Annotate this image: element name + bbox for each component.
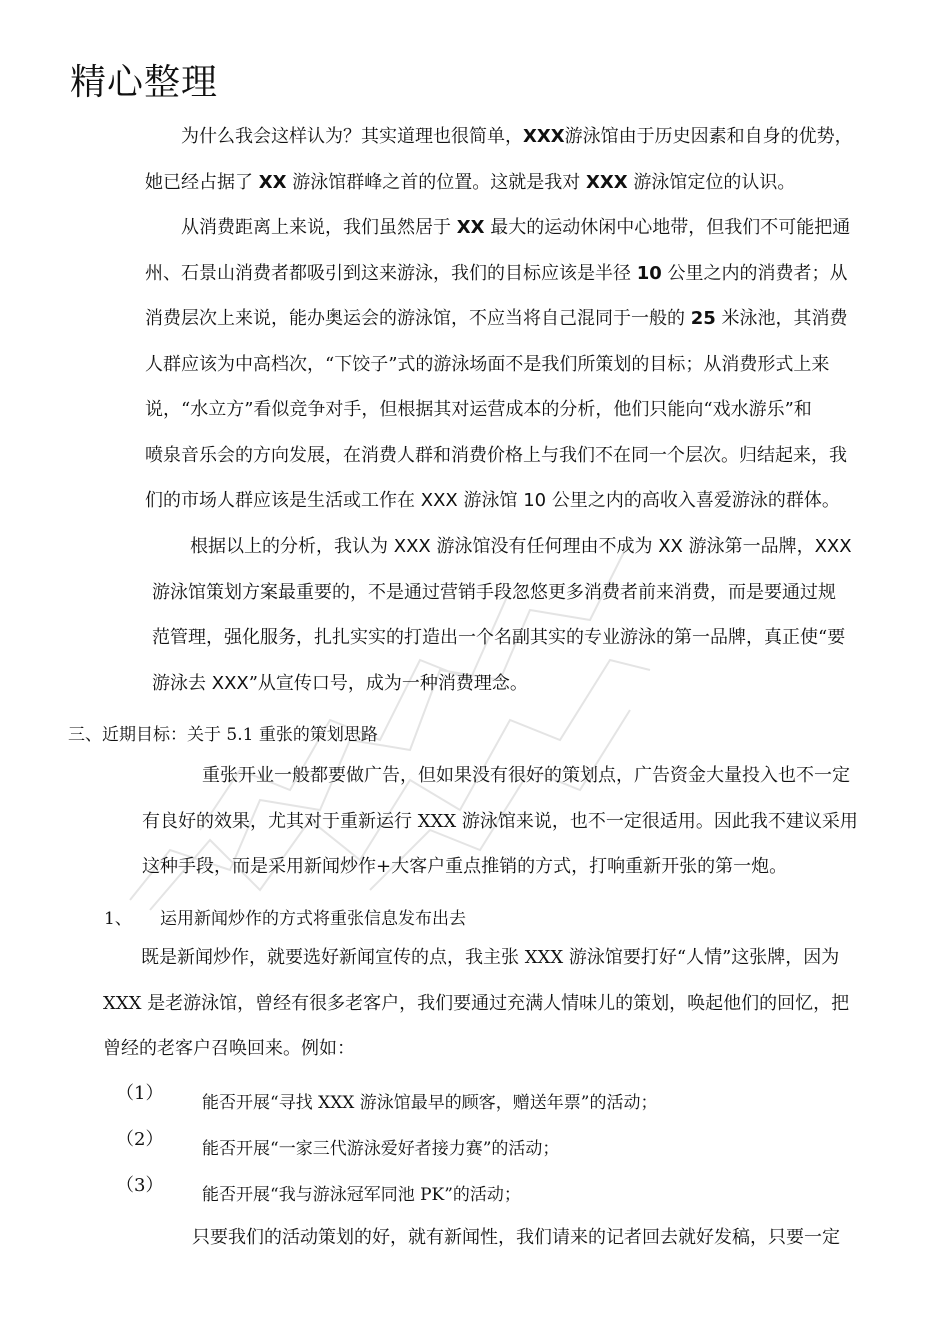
sub-item-number: （3） [116, 1175, 164, 1196]
text-line: XXX 是老游泳馆，曾经有很多老客户，我们要通过充满人情味儿的策划，唤起他们的回忆，把 [103, 992, 850, 1014]
text-line: 从消费距离上来说，我们虽然居于 XX 最大的运动休闲中心地带，但我们不可能把通 [181, 217, 851, 238]
sub-item-text: 能否开展“我与游泳冠军同池 PK”的活动； [202, 1185, 521, 1205]
text-line: 消费层次上来说，能办奥运会的游泳馆，不应当将自己混同于一般的 25 米泳池，其消费 [145, 308, 848, 329]
text-line: 说，“水立方”看似竞争对手，但根据其对运营成本的分析，他们只能向“戏水游乐”和 [145, 399, 812, 420]
list-item-heading: 运用新闻炒作的方式将重张信息发布出去 [160, 909, 466, 929]
paragraph-reopening-strategy [142, 753, 883, 890]
text-line: 喷泉音乐会的方向发展，在消费人群和消费价格上与我们不在同一个层次。归结起来，我 [145, 444, 847, 466]
text-line: 这种手段，而是采用新闻炒作+大客户重点推销的方式，打响重新开张的第一炮。 [142, 856, 788, 877]
text-line: 既是新闻炒作，就要选好新闻宣传的点，我主张 XXX 游泳馆要打好“人情”这张牌，因为 [141, 947, 840, 968]
text-line: 人群应该为中高档次，“下饺子”式的游泳场面不是我们所策划的目标；从消费形式上来 [145, 353, 830, 375]
sub-item-text: 能否开展“寻找 XXX 游泳馆最早的顾客，赠送年票”的活动； [202, 1093, 658, 1113]
text-line: 曾经的老客户召唤回来。例如： [103, 1038, 355, 1059]
paragraph-positioning [145, 114, 883, 205]
text-line: 有良好的效果，尤其对于重新运行 XXX 游泳馆来说，也不一定很适用。因此我不建议采用 [142, 810, 858, 832]
text-line: 根据以上的分析，我认为 XXX 游泳馆没有任何理由不成为 XX 游泳第一品牌，XXX [190, 536, 852, 557]
text-line: 游泳馆策划方案最重要的，不是通过营销手段忽悠更多消费者前来消费，而是要通过规 [152, 581, 836, 603]
list-number: 1、 [104, 909, 132, 929]
text-line: 重张开业一般都要做广告，但如果没有很好的策划点，广告资金大量投入也不一定 [202, 765, 850, 786]
sub-item-text: 能否开展“一家三代游泳爱好者接力赛”的活动； [202, 1139, 560, 1159]
paragraph-closing: 只要我们的活动策划的好，就有新闻性，我们请来的记者回去就好发稿，只要一定 [192, 1227, 840, 1248]
text-line: 游泳去 XXX”从宣传口号，成为一种消费理念。 [152, 672, 528, 694]
page-title: 精心整理 [70, 62, 219, 103]
paragraph-brand-goal [152, 524, 883, 706]
text-line: 们的市场人群应该是生活或工作在 XXX 游泳馆 10 公里之内的高收入喜爱游泳的群体。 [145, 490, 840, 511]
paragraph-news-hype [103, 935, 883, 1072]
text-line: 范管理，强化服务，扎扎实实的打造出一个名副其实的专业游泳的第一品牌，真正使“要 [152, 627, 846, 648]
section-heading: 三、近期目标：关于 5.1 重张的策划思路 [68, 725, 378, 745]
text-line: 她已经占据了 XX 游泳馆群峰之首的位置。这就是我对 XXX 游泳馆定位的认识。 [145, 171, 796, 193]
text-line: 州、石景山消费者都吸引到这来游泳，我们的目标应该是半径 10 公里之内的消费者；从 [145, 262, 848, 284]
text-line: 为什么我会这样认为？其实道理也很简单，XXX游泳馆由于历史因素和自身的优势， [181, 126, 853, 147]
sub-item-number: （1） [116, 1083, 164, 1104]
sub-item-number: （2） [116, 1129, 164, 1150]
paragraph-market-analysis [145, 205, 883, 524]
